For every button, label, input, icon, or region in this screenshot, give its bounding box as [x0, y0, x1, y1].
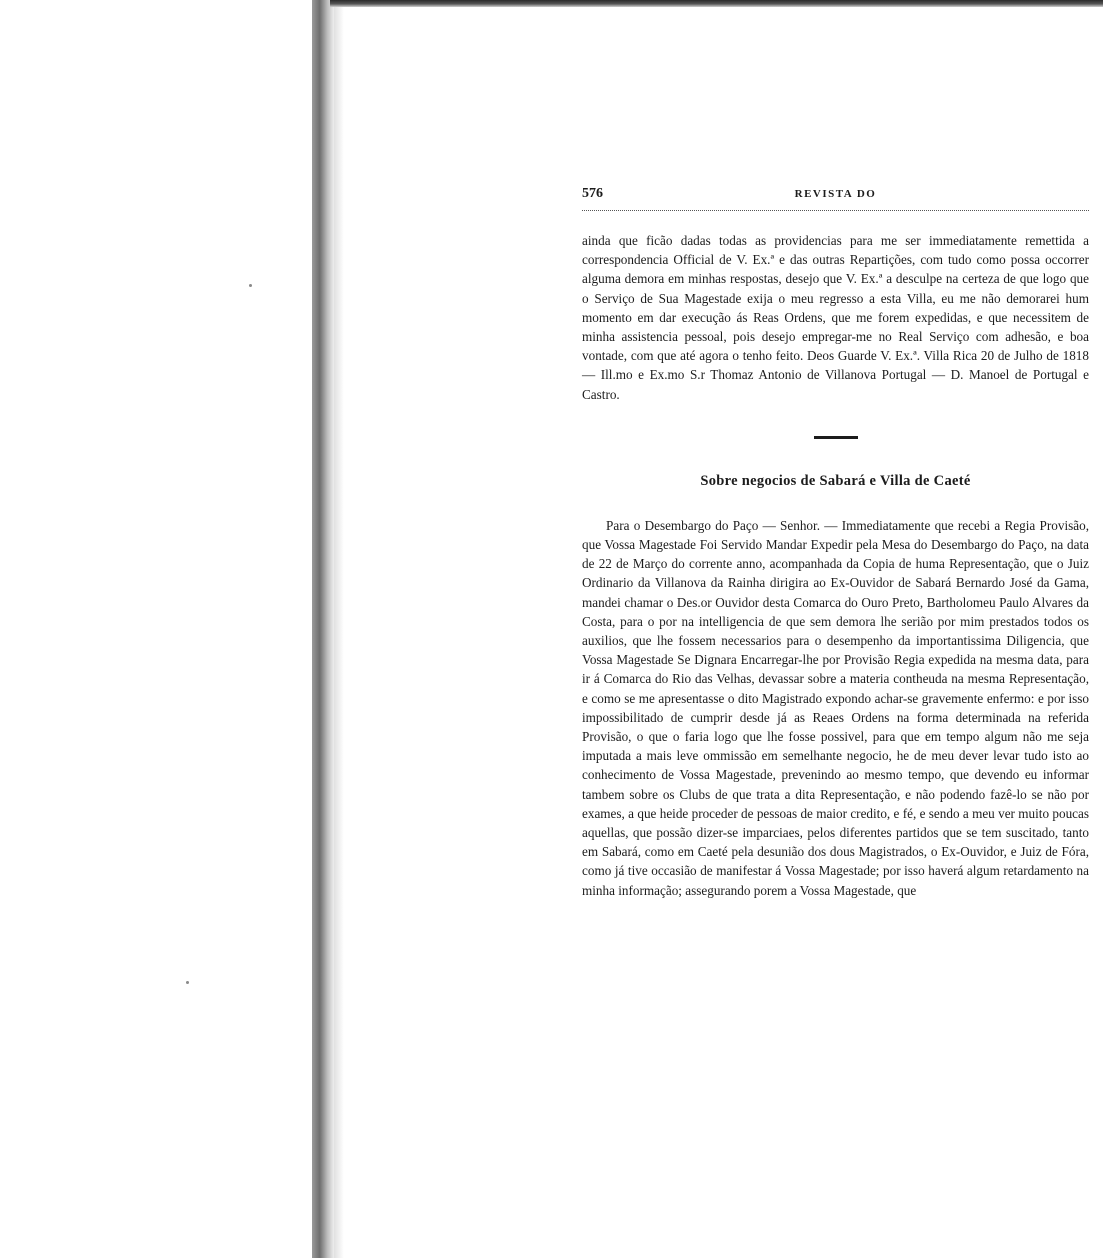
- blank-facing-margin: [0, 0, 312, 1258]
- gutter-shadow: [334, 0, 344, 1258]
- page-number: 576: [582, 186, 603, 201]
- document-page: [582, 186, 1089, 900]
- book-spine-shadow: [312, 0, 334, 1258]
- continuation-paragraph: ainda que ficão dadas todas as providencias para me ser immediatamente remettida a correspondencia Official de V. Ex.ª e das outras Repartições, com tudo como possa occorrer alguma demora em minhas respostas, desejo que V. Ex.ª a desculpe na certeza de que logo que o Serviço de Sua Magestade exija o meu regresso a esta Villa, eu me não demorarei hum momento em dar execução ás Reas Ordens, que me forem expedidas, e que necessitem de minha assistencia pessoal, pois desejo empregar-me no Real Serviço com adhesão, e boa vontade, com que até agora o tenho feito. Deos Guarde V. Ex.ª. Villa Rica 20 de Julho de 1818 — Ill.mo e Ex.mo S.r Thomaz Antonio de Villanova Portugal — D. Manoel de Portugal e Castro.: [582, 233, 1089, 402]
- running-header: [582, 186, 1089, 211]
- section-divider: [814, 436, 858, 439]
- scan-speck: [186, 981, 189, 984]
- page-top-edge: [330, 0, 1103, 7]
- journal-title: REVISTA DO: [794, 188, 877, 200]
- body-paragraph: Para o Desembargo do Paço — Senhor. — Immediatamente que recebi a Regia Provisão, que Vossa Magestade Foi Servido Mandar Expedir pela Mesa do Desembargo do Paço, na data de 22 de Março do corrente anno, acompanhada da Copia de huma Representação, que o Juiz Ordinario da Villanova da Rainha dirigira ao Ex-Ouvidor de Sabará Bernardo José da Gama, mandei chamar o Des.or Ouvidor desta Comarca do Ouro Preto, Bartholomeu Paulo Alvares da Costa, para o por na intelligencia de que sem demora lhe serião por mim prestados todos os auxilios, que lhe fossem necessarios para o desempenho da importantissima Diligencia, que Vossa Magestade Se Dignara Encarregar-lhe por Provisão Regia expedida na mesma data, para ir á Comarca do Rio das Velhas, devassar sobre a materia contheuda na mesma Representação, e como se me apresentasse o dito Magistrado expondo achar-se gravemente enfermo: e por isso impossibilitado de cumprir desde já as Reaes Ordens na forma determinada na referida Provisão, o que o faria logo que lhe fosse possivel, para que em tempo algum não me seja imputada a mais leve ommissão em semelhante negocio, he de meu dever levar tudo isto ao conhecimento de Vossa Magestade, prevenindo ao mesmo tempo, que devendo eu informar tambem sobre os Clubs de que trata a dita Representação, e não podendo fazê-lo se não por exames, a que heide proceder de pessoas de maior credito, e fé, e sendo a meu ver muito poucas aquellas, que possão dizer-se imparciaes, pelos diferentes partidos que se tem suscitado, tanto em Sabará, como em Caeté pela desunião dos dous Magistrados, o Ex-Ouvidor, e Juiz de Fóra, como já tive occasião de manifestar á Vossa Magestade; por isso haverá algum retardamento na minha informação; assegurando porem a Vossa Magestade, que: [582, 517, 1089, 898]
- section-title: Sobre negocios de Sabará e Villa de Caeté: [700, 472, 971, 489]
- scan-speck: [249, 284, 252, 287]
